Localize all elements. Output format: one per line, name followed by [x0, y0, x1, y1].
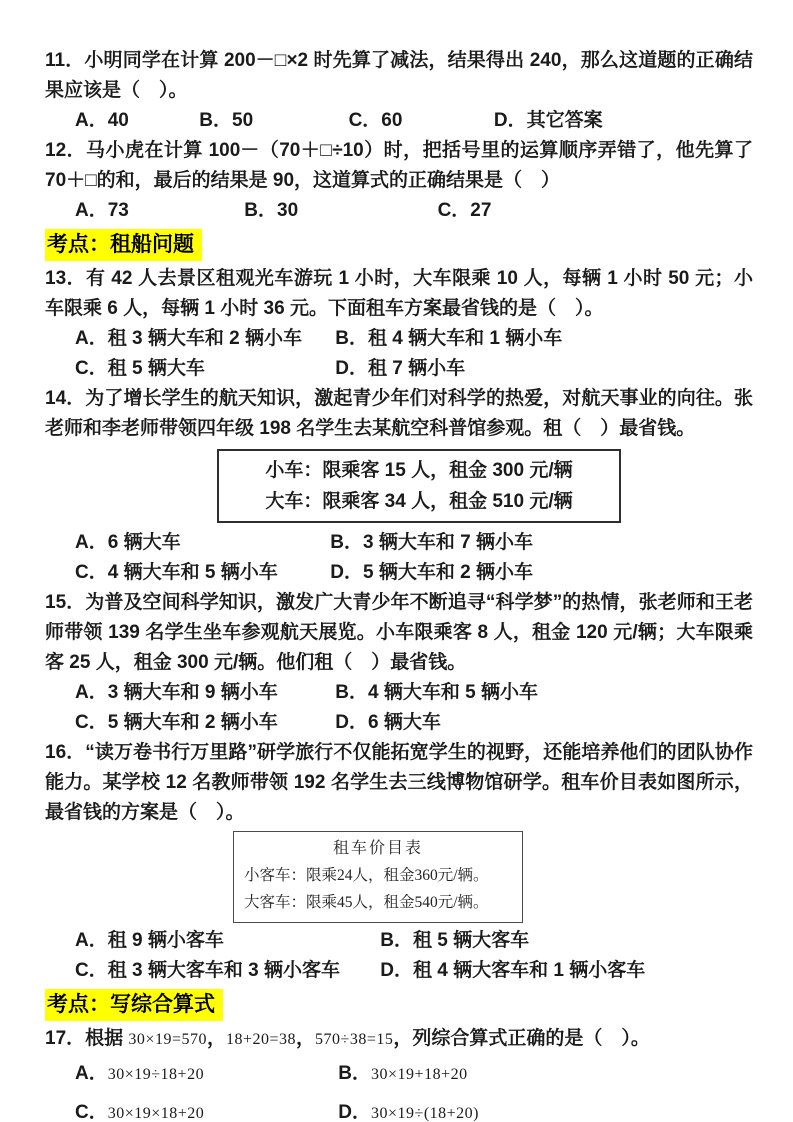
option-13-c: C．租 5 辆大车	[75, 358, 205, 379]
option-15-a: A．3 辆大车和 9 辆小车	[75, 682, 278, 703]
option-17-c-expr: 30×19×18+20	[107, 1105, 205, 1122]
option-13-d: D．租 7 辆小车	[335, 358, 466, 379]
section-heading-write-expressions: 考点：写综合算式	[45, 989, 223, 1021]
option-17-d-label: D．	[338, 1102, 372, 1122]
option-13-b: B．租 4 辆大车和 1 辆小车	[335, 328, 563, 349]
option-17-b-label: B．	[338, 1063, 372, 1084]
option-17-d-expr: 30×19÷(18+20)	[371, 1105, 479, 1122]
question-16-options-row2	[45, 956, 753, 986]
question-13-options-row2	[45, 354, 753, 384]
option-12-a: A．73	[75, 200, 129, 221]
option-11-b: B．50	[199, 110, 254, 131]
question-11-text: 11．小明同学在计算 200－□×2 时先算了减法，结果得出 240，那么这道题的正确结果应该是（ ）。	[45, 50, 753, 101]
option-17-c-label: C．	[75, 1102, 108, 1122]
option-11-c: C．60	[348, 110, 403, 131]
option-17-b-expr: 30×19+18+20	[371, 1066, 468, 1083]
question-15-options-row1	[45, 678, 753, 708]
question-17-suffix: ，列综合算式正确的是（ ）。	[393, 1028, 650, 1049]
option-17-a-label: A．	[75, 1063, 108, 1084]
question-17-expr3: 570÷38=15	[315, 1031, 394, 1048]
section-heading-2-row	[45, 986, 753, 1024]
option-17-d	[338, 1098, 596, 1122]
option-17-b	[338, 1059, 596, 1090]
price-line-big-bus: 大车：限乘客 34 人，租金 510 元/辆	[265, 491, 573, 512]
option-12-b: B．30	[244, 200, 299, 221]
question-17-sep2: ，	[296, 1028, 316, 1049]
question-17-expr2: 18+20=38	[225, 1031, 297, 1048]
question-14-options-row2	[45, 558, 753, 588]
option-15-c: C．5 辆大车和 2 辆小车	[75, 712, 278, 733]
question-13-options-row1	[45, 324, 753, 354]
option-16-d: D．租 4 辆大客车和 1 辆小客车	[380, 960, 646, 981]
option-17-a	[75, 1059, 333, 1090]
option-16-c: C．租 3 辆大客车和 3 辆小客车	[75, 960, 340, 981]
question-14-price-box	[217, 449, 621, 523]
option-14-b: B．3 辆大车和 7 辆小车	[330, 532, 533, 553]
option-17-a-expr: 30×19÷18+20	[107, 1066, 205, 1083]
price-line-big-coach: 大客车：限乘45人，租金540元/辆。	[244, 894, 489, 911]
question-17-text	[45, 1024, 753, 1055]
option-15-d: D．6 辆大车	[335, 712, 441, 733]
option-14-d: D．5 辆大车和 2 辆小车	[330, 562, 533, 583]
question-11-options	[45, 106, 753, 136]
question-12-options	[45, 196, 753, 226]
option-16-b: B．租 5 辆大客车	[380, 930, 530, 951]
question-17-options-row1	[45, 1059, 753, 1090]
question-12-text: 12．马小虎在计算 100－（70＋□÷10）时，把括号里的运算顺序弄错了，他先算了 70＋□的和，最后的结果是 90，这道算式的正确结果是（ ）	[45, 140, 753, 191]
question-16-price-table	[233, 831, 523, 923]
option-11-d: D．其它答案	[493, 110, 603, 131]
option-17-c	[75, 1098, 333, 1122]
option-13-a: A．租 3 辆大车和 2 辆小车	[75, 328, 302, 349]
price-line-small-bus: 小车：限乘客 15 人，租金 300 元/辆	[265, 460, 573, 481]
price-table-title: 租车价目表	[332, 840, 423, 857]
question-17-sep1: ，	[206, 1028, 226, 1049]
question-13-text: 13．有 42 人去景区租观光车游玩 1 小时，大车限乘 10 人，每辆 1 小时 50 元；小车限乘 6 人，每辆 1 小时 36 元。下面租车方案最省钱的是（ ）。	[45, 268, 753, 319]
question-15-options-row2	[45, 708, 753, 738]
price-line-small-coach: 小客车：限乘24人，租金360元/辆。	[244, 867, 489, 884]
option-12-c: C．27	[437, 200, 492, 221]
question-14-options-row1	[45, 528, 753, 558]
option-14-c: C．4 辆大车和 5 辆小车	[75, 562, 278, 583]
option-14-a: A．6 辆大车	[75, 532, 181, 553]
question-16-options-row1	[45, 926, 753, 956]
question-15-text: 15．为普及空间科学知识，激发广大青少年不断追寻“科学梦”的热情，张老师和王老师带领 139 名学生坐车参观航天展览。小车限乘客 8 人，租金 120 元/辆；大车限乘客 25 人，租金 300 元/辆。他们租（ ）最省钱。	[45, 592, 753, 673]
option-15-b: B．4 辆大车和 5 辆小车	[335, 682, 538, 703]
question-14-text: 14．为了增长学生的航天知识，激起青少年们对科学的热爱，对航天事业的向往。张老师和李老师带领四年级 198 名学生去某航空科普馆参观。租（ ）最省钱。	[45, 388, 753, 439]
section-heading-rental-problems: 考点：租船问题	[45, 229, 202, 261]
question-16-text: 16．“读万卷书行万里路”研学旅行不仅能拓宽学生的视野，还能培养他们的团队协作能力。某学校 12 名教师带领 192 名学生去三线博物馆研学。租车价目表如图所示，最省钱的方案是（ ）。	[45, 742, 753, 823]
question-17-expr1: 30×19=570	[128, 1031, 207, 1048]
question-17-options-row2	[45, 1098, 753, 1122]
option-16-a: A．租 9 辆小客车	[75, 930, 224, 951]
option-11-a: A．40	[75, 110, 129, 131]
section-heading-1-row	[45, 226, 753, 264]
question-17-prefix: 17．根据	[45, 1028, 129, 1049]
